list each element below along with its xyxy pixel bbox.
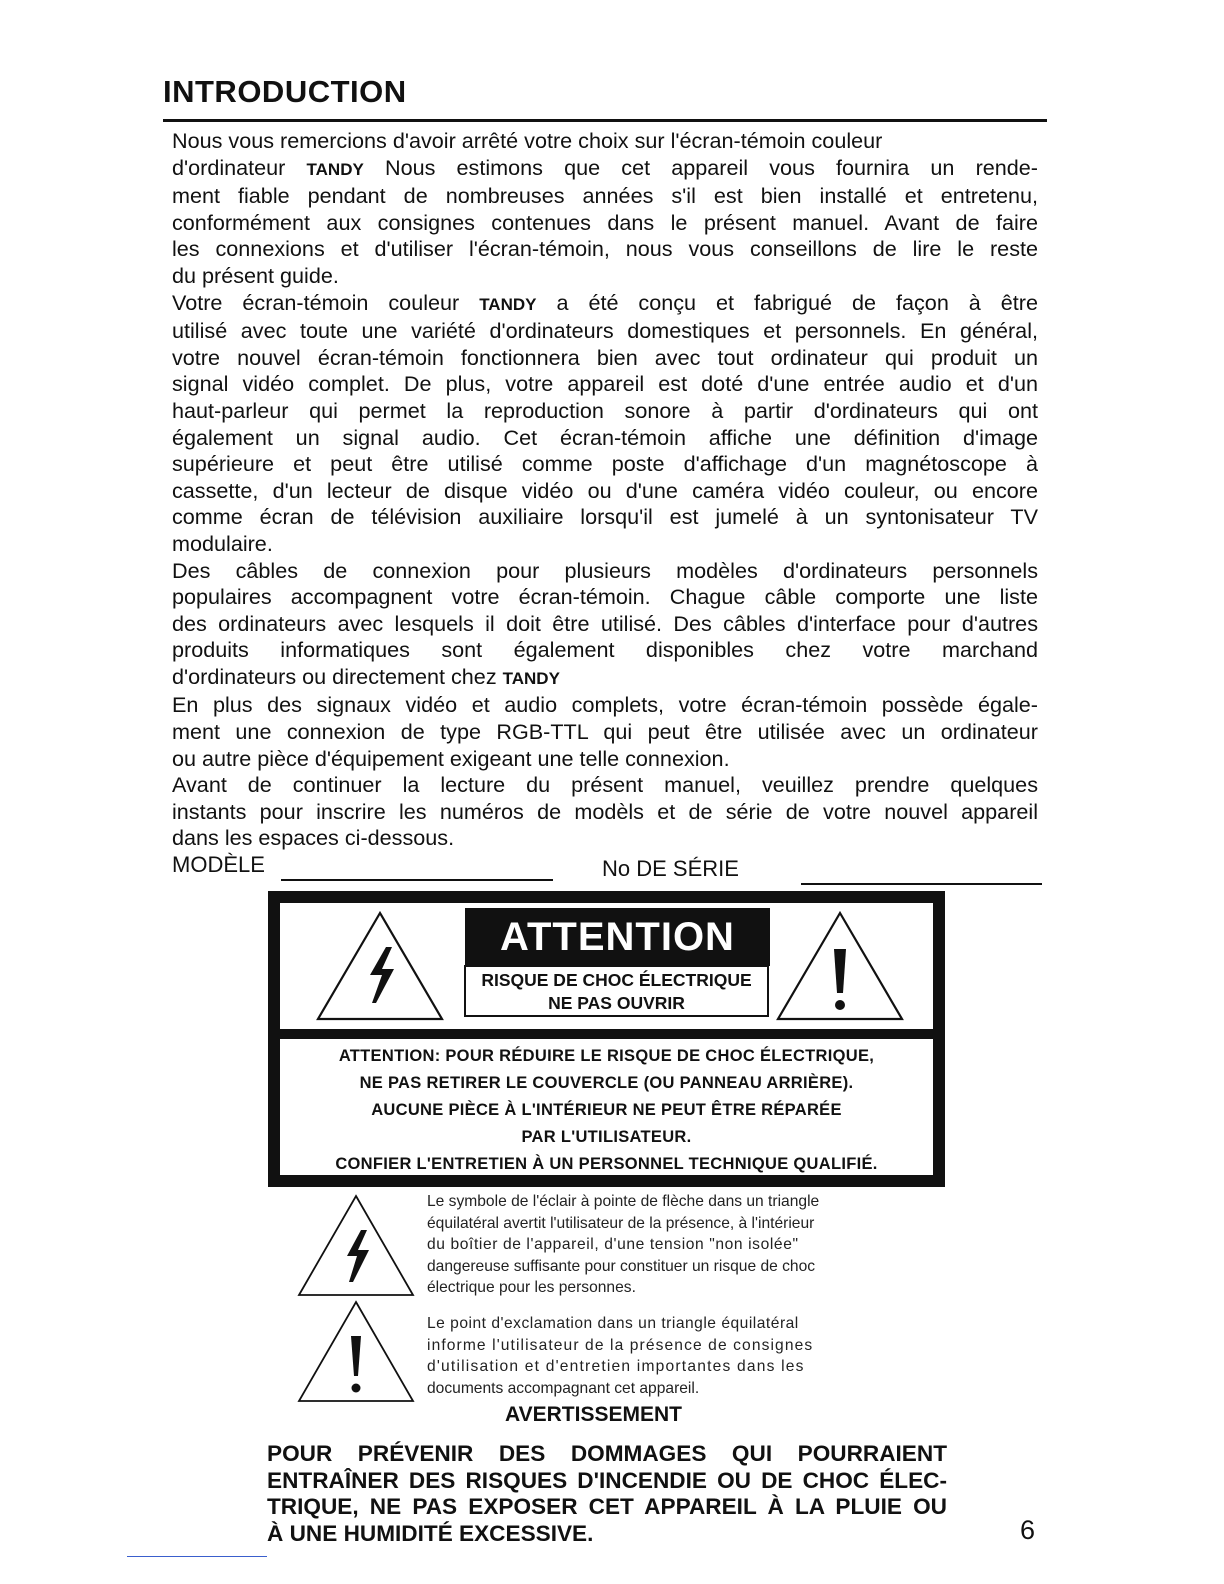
warning-body-panel	[280, 1039, 933, 1175]
avertissement-line: POUR PRÉVENIR DES DOMMAGES QUI POURRAIENT	[267, 1441, 947, 1466]
intro-line: du présent guide.	[172, 262, 339, 288]
intro-line: supérieure et peut être utilisé comme poste d'affichage d'un magnétoscope à	[172, 451, 1038, 477]
model-label: MODÈLE	[172, 852, 265, 877]
title-rule	[163, 119, 1047, 122]
intro-line: En plus des signaux vidéo et audio complets, votre écran-témoin possède égale-	[172, 692, 1038, 718]
intro-line: également un signal audio. Cet écran-témoin affiche une définition d'image	[172, 424, 1038, 450]
intro-line: utilisé avec toute une variété d'ordinateurs domestiques et personnels. En général,	[172, 318, 1038, 344]
attention-subtitle: RISQUE DE CHOC ÉLECTRIQUE NE PAS OUVRIR	[464, 965, 769, 1017]
intro-line: les connexions et d'utiliser l'écran-témoin, nous vous conseillons de lire le reste	[172, 236, 1038, 262]
brand-name: TANDY	[479, 294, 537, 314]
exclamation-explanation: Le point d'exclamation dans un triangle équilatéral informe l'utilisateur de la présence de consignes d'utilisation et d'entretien importantes dans les documents accompagnant cet appareil.	[427, 1315, 814, 1397]
lightning-symbol-icon	[297, 1194, 415, 1298]
intro-line: d'ordinateurs ou directement chez TANDY	[172, 663, 560, 689]
brand-name: TANDY	[502, 668, 560, 688]
intro-line: ment fiable pendant de nombreuses années s'il est bien installé et entretenu,	[172, 183, 1038, 209]
intro-line: haut-parleur qui permet la reproduction sonore à partir d'ordinateurs qui ont	[172, 397, 1038, 423]
intro-line: produits informatiques sont également disponibles chez votre marchand	[172, 637, 1038, 663]
intro-line: Nous vous remercions d'avoir arrêté votre choix sur l'écran-témoin couleur	[172, 128, 883, 153]
intro-line: d'ordinateur TANDY Nous estimons que cet appareil vous fournira un rende-	[172, 154, 1038, 180]
lightning-explanation: Le symbole de l'éclair à pointe de flèche dans un triangle équilatéral avertit l'utilisateur de la présence, à l'intérieur du boîtier de l'appareil, d'une tension "non isolée" dangereuse suffisante pour constituer un risque de choc électrique pour les personnes.	[427, 1193, 820, 1296]
brand-name: TANDY	[306, 159, 364, 179]
serial-label: No DE SÉRIE	[602, 856, 739, 881]
warning-line: PAR L'UTILISATEUR.	[521, 1128, 692, 1146]
avertissement-line: À UNE HUMIDITÉ EXCESSIVE.	[267, 1520, 594, 1546]
warning-line: ATTENTION: POUR RÉDUIRE LE RISQUE DE CHOC ÉLECTRIQUE,	[338, 1047, 875, 1065]
intro-line: modulaire.	[172, 530, 273, 556]
warning-box	[268, 891, 945, 1187]
intro-line: des ordinateurs avec lesquels il doit être utilisé. Des câbles d'interface pour d'autres	[172, 610, 1038, 636]
intro-line: comme écran de télévision auxiliaire lorsqu'il est jumelé à un syntonisateur TV	[172, 504, 1038, 530]
intro-line: populaires accompagnent votre écran-témoin. Chague câble comporte une liste	[172, 584, 1038, 610]
intro-line: ou autre pièce d'équipement exigeant une telle connexion.	[172, 745, 730, 771]
intro-line: votre nouvel écran-témoin fonctionnera bien avec tout ordinateur qui produit un	[172, 344, 1038, 370]
avertissement-title: AVERTISSEMENT	[505, 1403, 682, 1426]
warning-line: CONFIER L'ENTRETIEN À UN PERSONNEL TECHNIQUE QUALIFIÉ.	[335, 1155, 878, 1173]
lightning-triangle-icon	[314, 909, 446, 1023]
page-number: 6	[1020, 1515, 1036, 1545]
exclamation-symbol-icon	[297, 1300, 415, 1404]
warning-header-panel	[280, 903, 933, 1029]
page-title: INTRODUCTION	[163, 74, 407, 109]
intro-line: Avant de continuer la lecture du présent manuel, veuillez prendre quelques	[172, 772, 1038, 798]
intro-line: cassette, d'un lecteur de disque vidéo ou d'une caméra vidéo couleur, ou encore	[172, 477, 1038, 503]
model-field[interactable]	[281, 879, 553, 881]
intro-line: conformément aux consignes contenues dans le présent manuel. Avant de faire	[172, 209, 1038, 235]
intro-line: dans les espaces ci-dessous.	[172, 825, 455, 851]
intro-line: signal vidéo complet. De plus, votre appareil est doté d'une entrée audio et d'un	[172, 371, 1038, 397]
serial-field[interactable]	[801, 883, 1042, 885]
intro-line: instants pour inscrire les numéros de modèls et de série de votre nouvel appareil	[172, 798, 1038, 824]
avertissement-line: TRIQUE, NE PAS EXPOSER CET APPAREIL À LA PLUIE OU	[267, 1494, 947, 1520]
avertissement-body	[267, 1441, 947, 1547]
intro-line: Des câbles de connexion pour plusieurs modèles d'ordinateurs personnels	[172, 557, 1038, 583]
intro-line: Votre écran-témoin couleur TANDY a été conçu et fabrigué de façon à être	[172, 289, 1038, 315]
warning-line: AUCUNE PIÈCE À L'INTÉRIEUR NE PEUT ÊTRE RÉPARÉE	[371, 1101, 842, 1119]
avertissement-line: ENTRAÎNER DES RISQUES D'INCENDIE OU DE CHOC ÉLEC-	[267, 1467, 947, 1493]
warning-line: NE PAS RETIRER LE COUVERCLE (OU PANNEAU ARRIÈRE).	[359, 1074, 854, 1092]
intro-body	[172, 128, 1038, 852]
attention-header: ATTENTION	[465, 908, 770, 966]
intro-line: ment une connexion de type RGB-TTL qui peut être utilisée avec un ordinateur	[172, 719, 1038, 745]
exclamation-triangle-icon	[774, 909, 906, 1023]
footer-rule	[127, 1556, 267, 1557]
